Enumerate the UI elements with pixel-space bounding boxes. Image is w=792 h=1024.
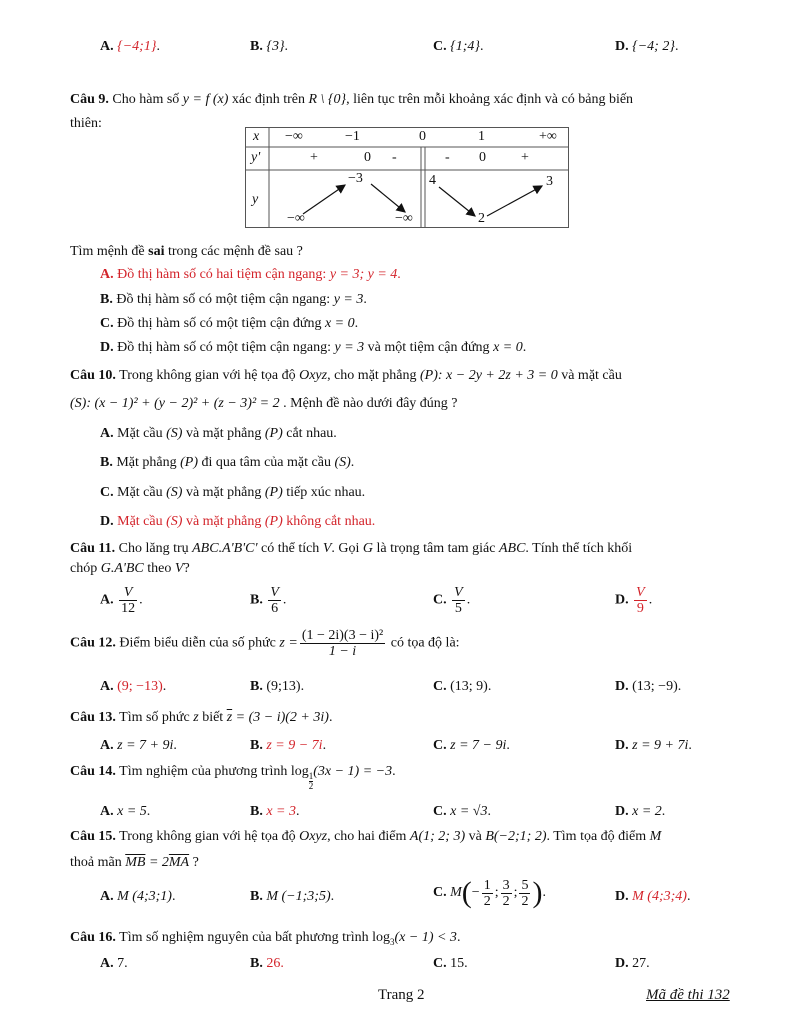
q9-stem-2: thiên: [70, 116, 102, 131]
q12-option-b: B. (9;13). [250, 679, 305, 694]
q15-option-c: C. M(− $\frac{1}{2}$ ; $\frac{3}{2}$ ; $\frac{5}{2}$ ). [433, 876, 546, 909]
q10-option-c: C. Mặt cầu (S) và mặt phẳng (P) tiếp xúc nhau. [100, 485, 366, 500]
q9-option-b: B. Đồ thị hàm số có một tiệm cận ngang: y = 3. [100, 292, 367, 307]
q10-option-a: A. Mặt cầu (S) và mặt phẳng (P) cắt nhau. [100, 426, 337, 441]
q14-option-c: C. x = √3. [433, 804, 491, 819]
q16-option-b: B. 26. [250, 956, 284, 971]
q10-option-b: B. Mặt phẳng (P) đi qua tâm của mặt cầu (S). [100, 455, 355, 470]
q14-stem: Câu 14. Tìm nghiệm của phương trình log $\frac{1}{2}$ (3x − 1) = −3. [70, 764, 396, 791]
vt-yp-sign: + [310, 150, 318, 165]
vt-y-val: −∞ [395, 211, 413, 226]
q8-option-c: C. {1;4}. [433, 39, 484, 54]
vt-y-val: 3 [546, 174, 553, 189]
variation-table [245, 127, 569, 228]
vt-yp-sign: 0 [479, 150, 486, 165]
q12-option-d: D. (13; −9). [615, 679, 682, 694]
q8-option-d: D. {−4; 2}. [615, 39, 679, 54]
q11-option-c: C. $\frac{V}{5}$ . [433, 585, 471, 616]
vt-y-val: 4 [429, 173, 436, 188]
q13-stem: Câu 13. Tìm số phức z biết $\overline{z} = (3 - i)(2 + 3i)$. [70, 710, 333, 725]
vt-yp-sign: - [392, 150, 397, 165]
q14-option-d: D. x = 2. [615, 804, 666, 819]
exam-code: Mã đề thi 132 [646, 987, 730, 1003]
q9-stem: Câu 9. Cho hàm số y = f (x) xác định trên R \ {0}, liên tục trên mỗi khoảng xác định và có bảng biến [70, 92, 634, 107]
vt-x-val: +∞ [539, 129, 557, 144]
q13-option-b: B. z = 9 − 7i. [250, 738, 327, 753]
vt-x-val: 0 [419, 129, 426, 144]
q12-stem: Câu 12. Điểm biểu diễn của số phức z = $\frac{\text{(1 − 2i)(3 − i)²}}{1 - i}$ có tọa độ là: [70, 628, 460, 659]
vt-x-val: −1 [345, 129, 360, 144]
q8-option-b: B. {3}. [250, 39, 289, 54]
q15-option-a: A. M (4;3;1). [100, 889, 176, 904]
vt-y-label: y [252, 192, 259, 207]
q9-prompt: Tìm mệnh đề sai trong các mệnh đề sau ? [70, 244, 303, 259]
q16-option-a: A. 7. [100, 956, 128, 971]
q9-option-d: D. Đồ thị hàm số có một tiệm cận ngang: y = 3 và một tiệm cận đứng x = 0. [100, 340, 527, 355]
q11-option-d: D. $\frac{V}{9}$ . [615, 585, 653, 616]
q13-option-d: D. z = 9 + 7i. [615, 738, 692, 753]
page-number: Trang 2 [378, 987, 425, 1003]
q14-option-b: B. x = 3. [250, 804, 300, 819]
q16-stem: Câu 16. Tìm số nghiệm nguyên của bất phương trình $\log_3(x - 1) < 3$. [70, 930, 461, 947]
vt-yp-sign: - [445, 150, 450, 165]
q15-stem: Câu 15. Trong không gian với hệ tọa độ Oxyz, cho hai điểm A(1; 2; 3) và B(−2;1; 2). Tìm tọa độ điểm M [70, 829, 662, 844]
vt-yp-label: y' [251, 150, 261, 165]
vt-x-val: 1 [478, 129, 485, 144]
q11-stem: Câu 11. Cho lăng trụ ABC.A'B'C' có thể tích V. Gọi G là trọng tâm tam giác ABC. Tính thể tích khối [70, 541, 633, 556]
q15-stem-2: thoả mãn $\overline{MB} = 2\overline{MA}$ ? [70, 855, 199, 870]
q11-stem-2: chóp G.A'BC theo V? [70, 561, 190, 576]
q15-option-b: B. M (−1;3;5). [250, 889, 335, 904]
q11-option-a: A. $\frac{V}{12}$ . [100, 585, 143, 616]
q12-option-c: C. (13; 9). [433, 679, 492, 694]
vt-yp-sign: + [521, 150, 529, 165]
vt-y-val: 2 [478, 211, 485, 226]
q9-option-c: C. Đồ thị hàm số có một tiệm cận đứng x = 0. [100, 316, 359, 331]
q14-option-a: A. x = 5. [100, 804, 151, 819]
vt-x-val: −∞ [285, 129, 303, 144]
q10-stem-2: (S): (x − 1)² + (y − 2)² + (z − 3)² = 2 . Mệnh đề nào dưới đây đúng ? [70, 396, 458, 411]
q12-option-a: A. (9; −13). [100, 679, 167, 694]
vt-y-val: −3 [348, 171, 363, 186]
q13-option-a: A. z = 7 + 9i. [100, 738, 177, 753]
vt-yp-sign: 0 [364, 150, 371, 165]
q13-option-c: C. z = 7 − 9i. [433, 738, 510, 753]
q9-option-a: A. Đồ thị hàm số có hai tiệm cận ngang: y = 3; y = 4. [100, 267, 401, 282]
q10-stem: Câu 10. Trong không gian với hệ tọa độ Oxyz, cho mặt phẳng (P): x − 2y + 2z + 3 = 0 và mặt cầu [70, 368, 622, 383]
q16-option-d: D. 27. [615, 956, 650, 971]
q8-option-a: A. {−4;1}. [100, 39, 160, 54]
vt-y-val: −∞ [287, 211, 305, 226]
q10-option-d: D. Mặt cầu (S) và mặt phẳng (P) không cắt nhau. [100, 514, 376, 529]
vt-x-label: x [253, 129, 260, 144]
q11-option-b: B. $\frac{V}{6}$ . [250, 585, 287, 616]
q16-option-c: C. 15. [433, 956, 468, 971]
q15-option-d: D. M (4;3;4). [615, 889, 691, 904]
